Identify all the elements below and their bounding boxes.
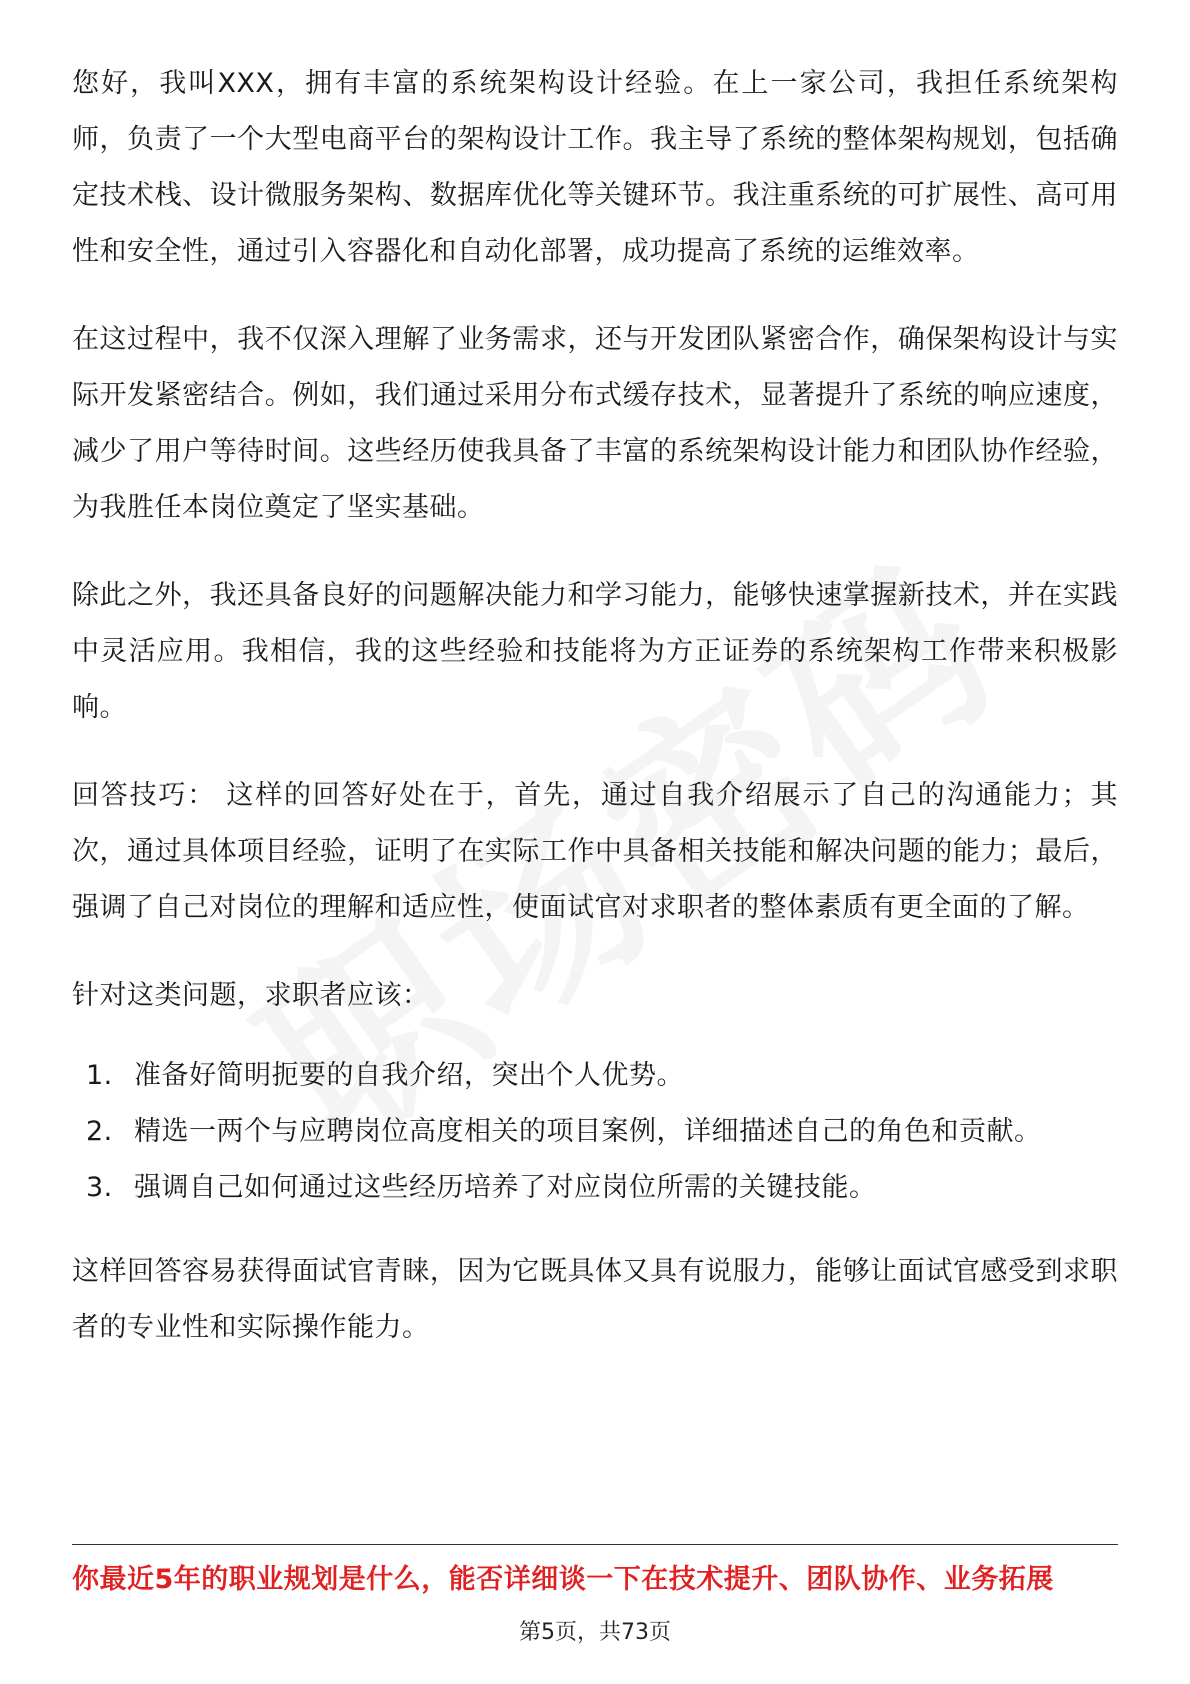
paragraph-closing: 这样回答容易获得面试官青睐，因为它既具体又具有说服力，能够让面试官感受到求职者的专业性和实际操作能力。 [72, 1256, 1118, 1343]
paragraph-process: 在这过程中，我不仅深入理解了业务需求，还与开发团队紧密合作，确保架构设计与实际开发紧密结合。例如，我们通过采用分布式缓存技术，显著提升了系统的响应速度，减少了用户等待时间。这些经历使我具备了丰富的系统架构设计能力和团队协作经验，为我胜任本岗位奠定了坚实基础。 [72, 324, 1118, 523]
next-question-heading: 你最近5年的职业规划是什么，能否详细谈一下在技术提升、团队协作、业务拓展 [72, 1564, 1054, 1595]
list-item [72, 1048, 1118, 1104]
list-item-number: 1. [86, 1060, 113, 1091]
list-item [72, 1104, 1118, 1160]
section-divider [72, 1544, 1118, 1545]
page-number: 第5页，共73页 [519, 1620, 671, 1645]
paragraph-intro: 您好，我叫XXX，拥有丰富的系统架构设计经验。在上一家公司，我担任系统架构师，负责了一个大型电商平台的架构设计工作。我主导了系统的整体架构规划，包括确定技术栈、设计微服务架构、数据库优化等关键环节。我注重系统的可扩展性、高可用性和安全性，通过引入容器化和自动化部署，成功提高了系统的运维效率。 [72, 68, 1118, 267]
paragraph-additional: 除此之外，我还具备良好的问题解决能力和学习能力，能够快速掌握新技术，并在实践中灵活应用。我相信，我的这些经验和技能将为方正证券的系统架构工作带来积极影响。 [72, 580, 1118, 723]
list-item-number: 3. [86, 1172, 113, 1203]
paragraph-list-intro: 针对这类问题，求职者应该： [72, 980, 430, 1011]
paragraph-answer-tips: 回答技巧： 这样的回答好处在于，首先，通过自我介绍展示了自己的沟通能力；其次，通过具体项目经验，证明了在实际工作中具备相关技能和解决问题的能力；最后，强调了自己对岗位的理解和适应性，使面试官对求职者的整体素质有更全面的了解。 [72, 780, 1118, 923]
document-body [72, 56, 1118, 1388]
list-item-number: 2. [86, 1116, 113, 1147]
list-item-text: 精选一两个与应聘岗位高度相关的项目案例，详细描述自己的角色和贡献。 [134, 1116, 1042, 1147]
advice-list [72, 1048, 1118, 1216]
list-item-text: 强调自己如何通过这些经历培养了对应岗位所需的关键技能。 [134, 1172, 877, 1203]
list-item-text: 准备好简明扼要的自我介绍，突出个人优势。 [134, 1060, 684, 1091]
list-item [72, 1160, 1118, 1216]
